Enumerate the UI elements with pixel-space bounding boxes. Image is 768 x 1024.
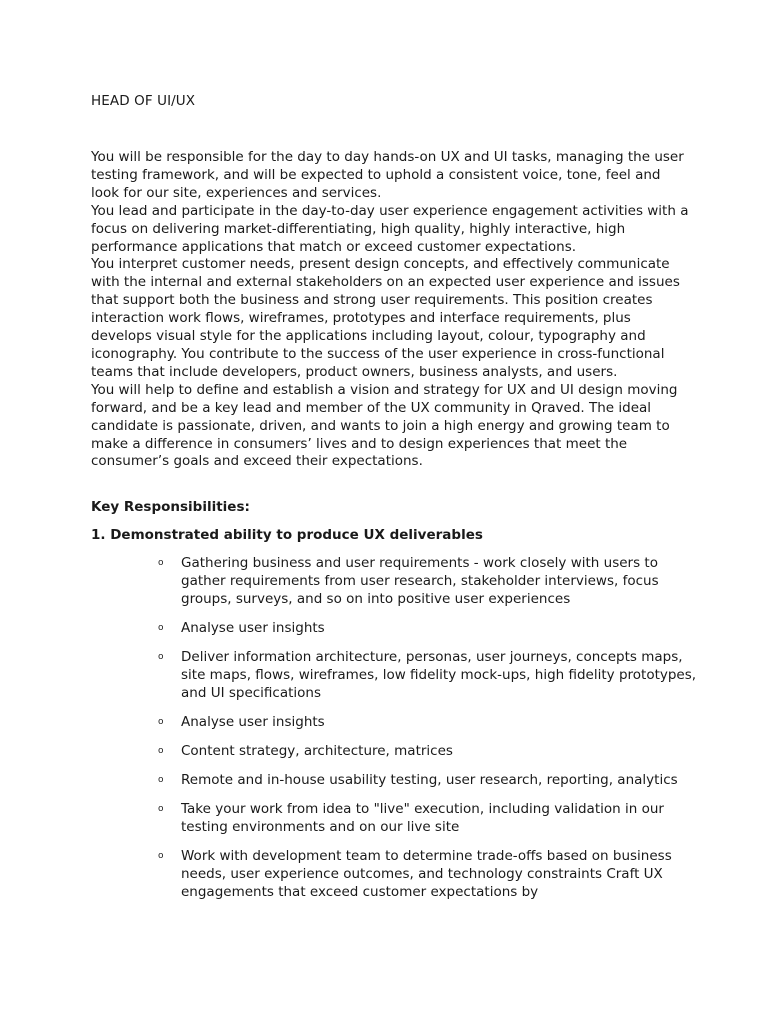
bullet-circle-icon: o	[158, 558, 164, 568]
list-item	[158, 648, 698, 702]
list-item-text: Analyse user insights	[181, 714, 325, 730]
intro-paragraph: You interpret customer needs, present design concepts, and effectively communicate with the internal and external stakeholders on an expected user experience and issues that support both the business and strong user requirements. This position creates interaction work flows, wireframes, prototypes and interface requirements, plus develops visual style for the applications including layout, colour, typography and iconography. You contribute to the success of the user experience in cross-functional teams that include developers, product owners, business analysts, and users.	[91, 256, 680, 380]
responsibilities-list	[158, 554, 698, 912]
key-responsibilities-heading: Key Responsibilities:	[91, 499, 250, 515]
list-item-text: Content strategy, architecture, matrices	[181, 743, 453, 759]
bullet-circle-icon: o	[158, 746, 164, 756]
intro-text	[91, 149, 691, 471]
bullet-circle-icon: o	[158, 623, 164, 633]
list-item	[158, 800, 698, 836]
list-item-text: Gathering business and user requirements - work closely with users to gather requirements from user research, stakeholder interviews, focus groups, surveys, and so on into positive user experiences	[181, 555, 659, 607]
intro-paragraph: You lead and participate in the day-to-day user experience engagement activities with a focus on delivering market-differentiating, high quality, highly interactive, high performance applications that match or exceed customer expectations.	[91, 202, 689, 255]
list-item	[158, 771, 698, 789]
bullet-circle-icon: o	[158, 652, 164, 662]
bullet-circle-icon: o	[158, 717, 164, 727]
list-item-text: Deliver information architecture, personas, user journeys, concepts maps, site maps, flows, wireframes, low fidelity mock-ups, high fidelity prototypes, and UI specifications	[181, 649, 697, 701]
list-item	[158, 619, 698, 637]
bullet-circle-icon: o	[158, 804, 164, 814]
list-item-text: Remote and in-house usability testing, user research, reporting, analytics	[181, 772, 678, 788]
bullet-circle-icon: o	[158, 851, 164, 861]
list-item	[158, 847, 698, 901]
list-item	[158, 554, 698, 608]
bullet-circle-icon: o	[158, 775, 164, 785]
page-title: HEAD OF UI/UX	[91, 93, 196, 109]
list-item	[158, 742, 698, 760]
list-item	[158, 713, 698, 731]
intro-paragraph: You will be responsible for the day to day hands-on UX and UI tasks, managing the user testing framework, and will be expected to uphold a consistent voice, tone, feel and look for our site, experiences and services.	[91, 149, 684, 201]
list-item-text: Analyse user insights	[181, 620, 325, 636]
intro-paragraph: You will help to define and establish a vision and strategy for UX and UI design moving forward, and be a key lead and member of the UX community in Qraved. The ideal candidate is passionate, driven, and wants to join a high energy and growing team to make a difference in consumers’ lives and to design experiences that meet the consumer’s goals and exceed their expectations.	[91, 381, 678, 470]
section-heading: 1. Demonstrated ability to produce UX deliverables	[91, 527, 483, 543]
list-item-text: Work with development team to determine trade-offs based on business needs, user experience outcomes, and technology constraints Craft UX engagements that exceed customer expectations by	[181, 848, 672, 900]
list-item-text: Take your work from idea to "live" execution, including validation in our testing environments and on our live site	[181, 801, 664, 835]
